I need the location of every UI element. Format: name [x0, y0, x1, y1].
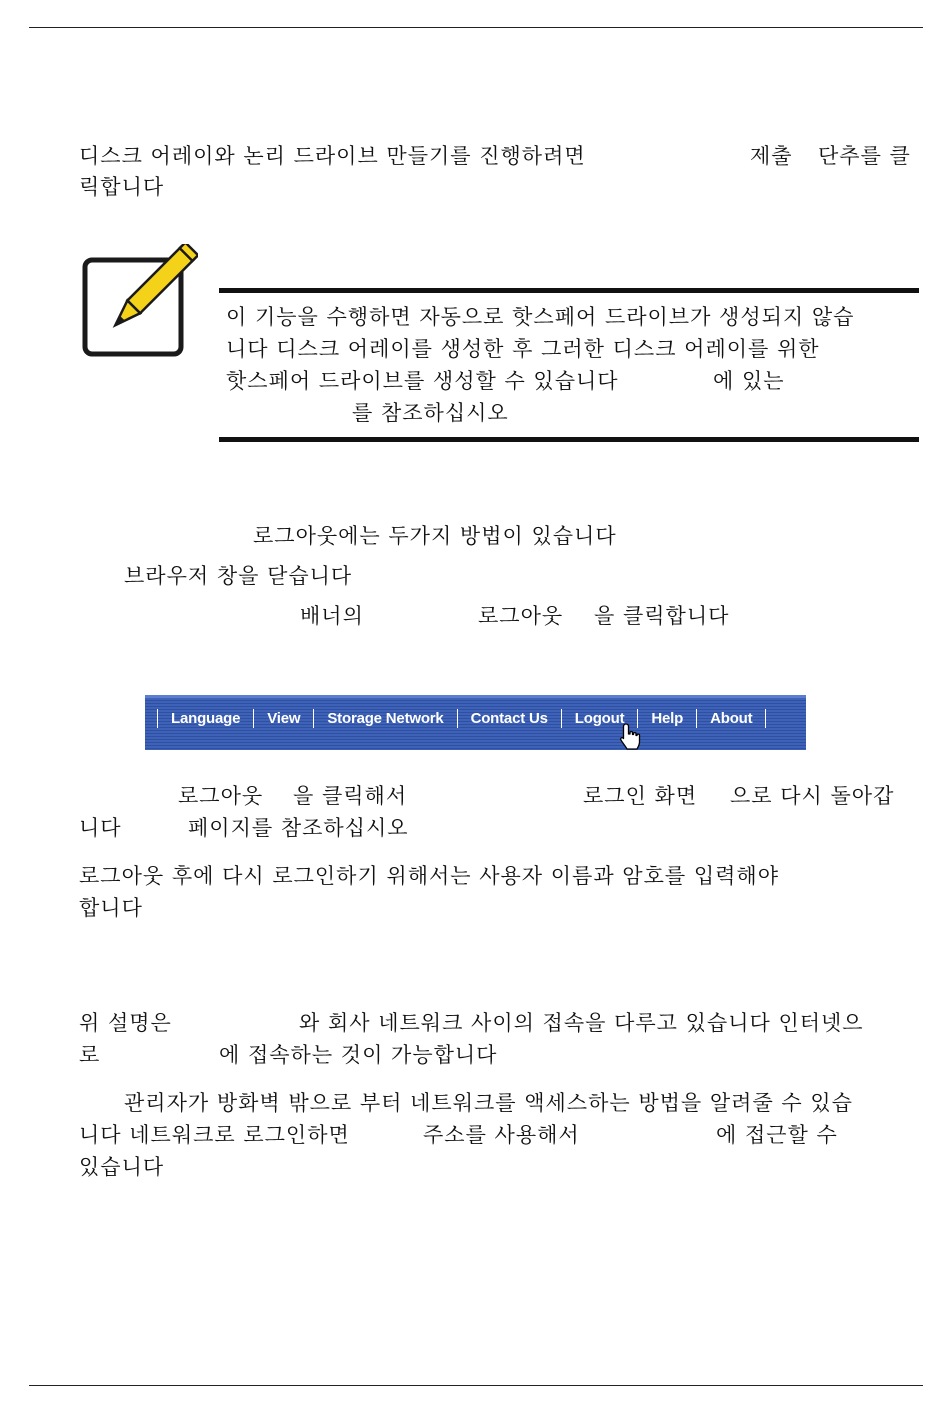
logout-method2-a: 배너의	[300, 604, 364, 628]
nav-item-contact-us[interactable]: Contact Us	[470, 709, 548, 727]
logout-method1: 브라우저 창을 닫습니다	[124, 564, 353, 588]
submit-paragraph-line2: 릭합니다	[79, 175, 165, 199]
network-line1-b: 와 회사 네트워크 사이의 접속을 다루고 있습니다 인터넷으	[299, 1011, 864, 1035]
after-logout-line3: 로그아웃 후에 다시 로그인하기 위해서는 사용자 이름과 암호를 입력해야	[79, 864, 779, 888]
network-line2-a: 로	[79, 1043, 101, 1067]
note-line3b: 에 있는	[713, 369, 785, 393]
note-top-rule	[219, 288, 919, 293]
after-logout-line1-c: 로그인 화면	[583, 784, 698, 808]
after-logout-line1-b: 을 클릭해서	[293, 784, 408, 808]
page-bottom-rule	[29, 1385, 923, 1386]
nav-item-about[interactable]: About	[710, 709, 753, 727]
page-top-rule	[29, 27, 923, 28]
nav-separator	[765, 709, 766, 728]
nav-item-logout[interactable]: Logout	[574, 709, 625, 727]
nav-item-storage-network[interactable]: Storage Network	[327, 709, 444, 727]
network-line4-c: 에 접근할 수	[716, 1123, 838, 1147]
after-logout-line1-d: 으로 다시 돌아갑	[730, 784, 895, 808]
note-line1: 이 기능을 수행하면 자동으로 핫스페어 드라이브가 생성되지 않습	[226, 305, 855, 329]
nav-item-view[interactable]: View	[267, 709, 301, 727]
note-line4: 를 참조하십시오	[352, 401, 509, 425]
hand-pointer-icon	[619, 723, 643, 751]
logout-method2-c: 을 클릭합니다	[594, 604, 730, 628]
submit-paragraph-line1-suffix: 단추를 클	[818, 144, 911, 168]
nav-item-language[interactable]: Language	[171, 709, 241, 727]
submit-button-label: 제출	[750, 144, 793, 168]
logout-method2-b: 로그아웃	[478, 604, 564, 628]
note-line2: 니다 디스크 어레이를 생성한 후 그러한 디스크 어레이를 위한	[226, 337, 820, 361]
network-line1-a: 위 설명은	[79, 1011, 172, 1035]
pencil-note-icon	[78, 244, 198, 362]
network-line4-a: 니다 네트워크로 로그인하면	[79, 1123, 350, 1147]
logout-intro: 로그아웃에는 두가지 방법이 있습니다	[253, 524, 617, 548]
network-line4-b: 주소를 사용해서	[423, 1123, 580, 1147]
navbar-items	[157, 705, 766, 731]
network-line3: 관리자가 방화벽 밖으로 부터 네트워크를 액세스하는 방법을 알려줄 수 있습	[124, 1091, 853, 1115]
note-bottom-rule	[219, 437, 919, 442]
network-line2-b: 에 접속하는 것이 가능합니다	[219, 1043, 498, 1067]
banner-navbar	[145, 695, 806, 750]
after-logout-line1-a: 로그아웃	[178, 784, 264, 808]
after-logout-line2-a: 니다	[79, 816, 122, 840]
note-line3a: 핫스페어 드라이브를 생성할 수 있습니다	[226, 369, 619, 393]
after-logout-line2-b: 페이지를 참조하십시오	[188, 816, 409, 840]
network-line5: 있습니다	[79, 1155, 165, 1179]
submit-paragraph-line1: 디스크 어레이와 논리 드라이브 만들기를 진행하려면	[79, 144, 586, 168]
after-logout-line4: 합니다	[79, 896, 143, 920]
nav-item-help[interactable]: Help	[651, 709, 684, 727]
